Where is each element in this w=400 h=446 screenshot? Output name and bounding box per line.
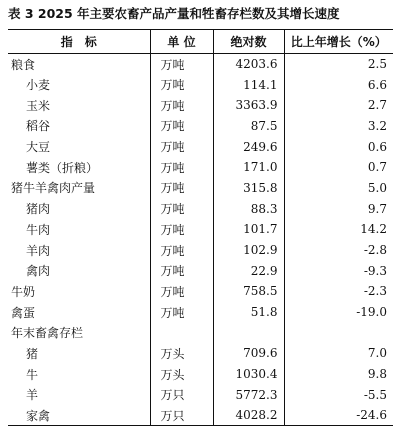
row-indicator-cell: 牛肉 <box>26 222 51 237</box>
table-row <box>8 95 393 116</box>
table-row <box>8 260 393 281</box>
row-unit-cell: 万吨 <box>150 178 213 199</box>
row-indicator-cell: 牛 <box>26 367 39 382</box>
row-indicator-cell: 年末畜禽存栏 <box>11 326 84 341</box>
row-growth-cell: 14.2 <box>284 219 393 240</box>
row-indicator-cell: 牛奶 <box>11 284 36 299</box>
header-growth: 比上年增长（%） <box>284 30 393 54</box>
row-indicator-cell: 猪肉 <box>26 202 51 217</box>
table-body <box>8 54 393 426</box>
row-unit-cell: 万吨 <box>150 54 213 75</box>
row-unit-cell: 万吨 <box>150 95 213 116</box>
row-growth-cell: 9.8 <box>284 364 393 385</box>
row-indicator-cell: 小麦 <box>26 78 51 93</box>
table-row <box>8 405 393 426</box>
header-row <box>8 30 393 54</box>
row-indicator-cell: 羊肉 <box>26 243 51 258</box>
row-absolute-cell: 88.3 <box>213 198 284 219</box>
row-unit-cell: 万吨 <box>150 260 213 281</box>
table-row <box>8 343 393 364</box>
row-indicator-cell: 大豆 <box>26 140 51 155</box>
row-absolute-cell: 4028.2 <box>213 405 284 426</box>
row-unit-cell: 万吨 <box>150 302 213 323</box>
row-absolute-cell: 51.8 <box>213 302 284 323</box>
table-row <box>8 116 393 137</box>
row-absolute-cell <box>213 322 284 343</box>
row-growth-cell: 5.0 <box>284 178 393 199</box>
row-unit-cell: 万吨 <box>150 136 213 157</box>
row-absolute-cell: 171.0 <box>213 157 284 178</box>
table-row <box>8 302 393 323</box>
row-indicator-cell: 禽蛋 <box>11 305 36 320</box>
row-absolute-cell: 102.9 <box>213 240 284 261</box>
row-growth-cell: -5.5 <box>284 385 393 406</box>
row-indicator-cell: 猪牛羊禽肉产量 <box>11 181 96 196</box>
row-unit-cell: 万只 <box>150 385 213 406</box>
row-absolute-cell: 758.5 <box>213 281 284 302</box>
row-indicator-cell: 禽肉 <box>26 264 51 279</box>
row-indicator-cell: 猪 <box>26 346 39 361</box>
table-row <box>8 54 393 75</box>
row-indicator-cell: 玉米 <box>26 98 51 113</box>
row-growth-cell: -9.3 <box>284 260 393 281</box>
row-growth-cell: 2.5 <box>284 54 393 75</box>
header-unit: 单 位 <box>150 30 213 54</box>
row-unit-cell: 万只 <box>150 405 213 426</box>
row-absolute-cell: 4203.6 <box>213 54 284 75</box>
row-growth-cell: 0.6 <box>284 136 393 157</box>
row-absolute-cell: 22.9 <box>213 260 284 281</box>
row-growth-cell: 3.2 <box>284 116 393 137</box>
table-row <box>8 219 393 240</box>
table-row <box>8 322 393 343</box>
row-growth-cell: -24.6 <box>284 405 393 426</box>
row-growth-cell: -2.8 <box>284 240 393 261</box>
row-unit-cell: 万吨 <box>150 157 213 178</box>
row-absolute-cell: 709.6 <box>213 343 284 364</box>
table-row <box>8 178 393 199</box>
table-row <box>8 74 393 95</box>
row-absolute-cell: 315.8 <box>213 178 284 199</box>
table-title: 表 3 2025 年主要农畜产品产量和牲畜存栏数及其增长速度 <box>8 6 340 21</box>
table-row <box>8 240 393 261</box>
row-unit-cell: 万吨 <box>150 198 213 219</box>
row-unit-cell <box>150 322 213 343</box>
row-unit-cell: 万吨 <box>150 240 213 261</box>
row-absolute-cell: 114.1 <box>213 74 284 95</box>
row-indicator-cell: 粮食 <box>11 57 36 72</box>
row-absolute-cell: 5772.3 <box>213 385 284 406</box>
row-growth-cell: -2.3 <box>284 281 393 302</box>
header-indicator: 指 标 <box>8 30 150 54</box>
table-row <box>8 385 393 406</box>
table-row <box>8 157 393 178</box>
table-row <box>8 198 393 219</box>
row-growth-cell: 0.7 <box>284 157 393 178</box>
row-absolute-cell: 1030.4 <box>213 364 284 385</box>
production-table <box>8 29 393 426</box>
row-unit-cell: 万吨 <box>150 219 213 240</box>
row-absolute-cell: 101.7 <box>213 219 284 240</box>
row-unit-cell: 万吨 <box>150 116 213 137</box>
row-growth-cell: 9.7 <box>284 198 393 219</box>
row-growth-cell: -19.0 <box>284 302 393 323</box>
row-indicator-cell: 稻谷 <box>26 119 51 134</box>
row-growth-cell <box>284 322 393 343</box>
table-row <box>8 364 393 385</box>
row-unit-cell: 万吨 <box>150 74 213 95</box>
row-unit-cell: 万头 <box>150 364 213 385</box>
table-row <box>8 281 393 302</box>
row-indicator-cell: 薯类（折粮） <box>26 160 99 175</box>
table-row <box>8 136 393 157</box>
row-growth-cell: 6.6 <box>284 74 393 95</box>
row-indicator-cell: 家禽 <box>8 405 150 426</box>
row-growth-cell: 7.0 <box>284 343 393 364</box>
row-absolute-cell: 249.6 <box>213 136 284 157</box>
row-unit-cell: 万吨 <box>150 281 213 302</box>
row-absolute-cell: 3363.9 <box>213 95 284 116</box>
row-growth-cell: 2.7 <box>284 95 393 116</box>
row-absolute-cell: 87.5 <box>213 116 284 137</box>
row-unit-cell: 万头 <box>150 343 213 364</box>
header-absolute: 绝对数 <box>213 30 284 54</box>
row-indicator-cell: 羊 <box>26 388 39 403</box>
